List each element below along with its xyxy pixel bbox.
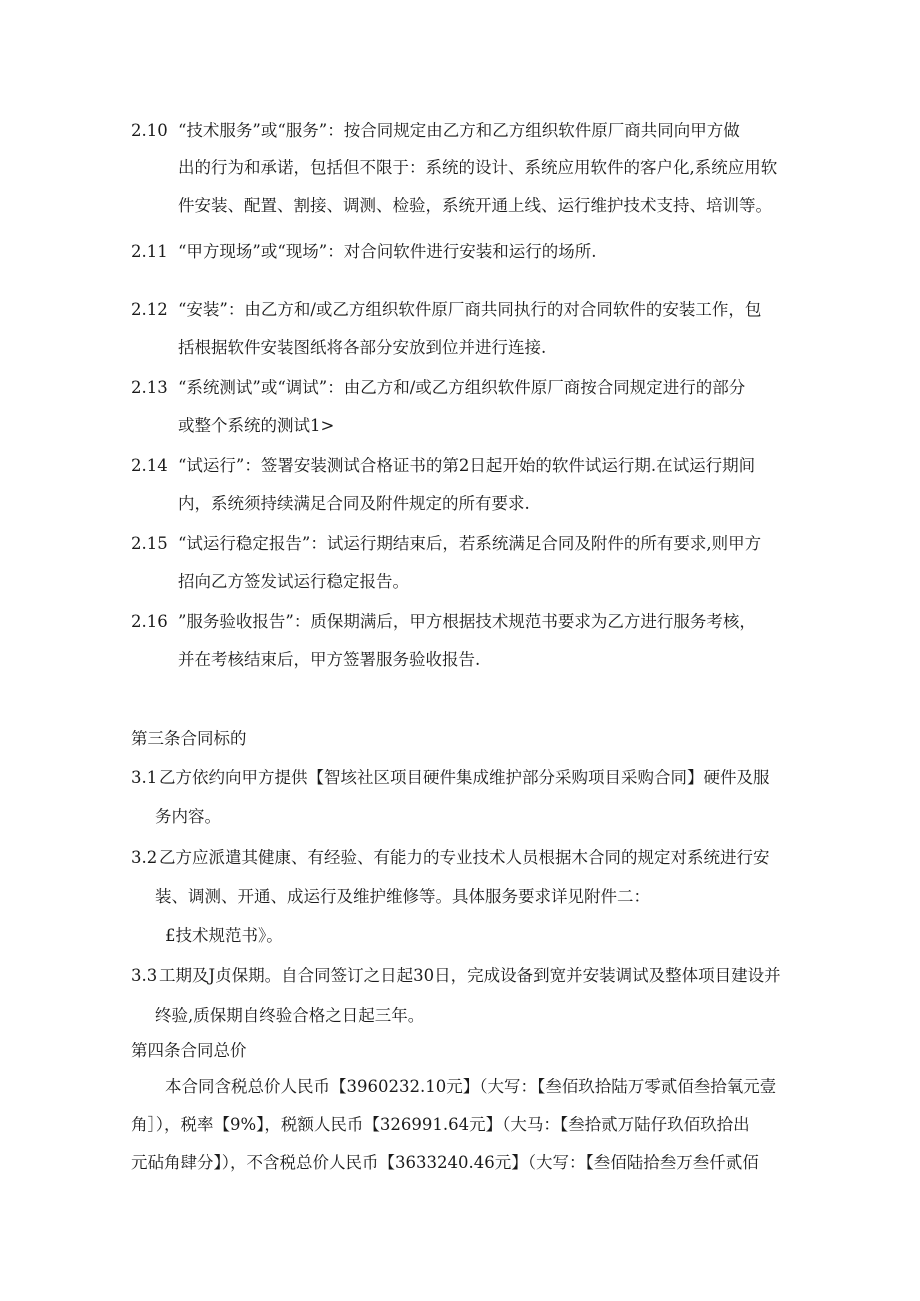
article-heading: 第三条合同标的 [131, 729, 247, 748]
clause-text-line: 或整个系统的测试1> [178, 416, 335, 435]
paragraph-line: 角］），税率【9%】，税额人民币【326991.64元】（大马：【叁拾贰万陆仔玖佰玖拾出 [131, 1115, 750, 1134]
clause-number: 2.10 [131, 121, 168, 140]
clause-number: 2.13 [131, 378, 168, 397]
clause-text-line: 务内容。 [155, 807, 221, 826]
clause-number: 3.2 [131, 848, 158, 867]
paragraph-line: 元砧角肆分】），不含税总价人民币【3633240.46元】（大写：【叁佰陆拾叁万叁仟贰佰 [131, 1153, 759, 1172]
clause-text-line: 工期及J贞保期。自合同签订之日起30日，完成设备到宽并安装调试及整体项目建设并 [159, 966, 781, 985]
clause-text-line: 招向乙方签发试运行稳定报告。 [178, 572, 409, 591]
clause-text-line: 内，系统须持续满足合同及附件规定的所有要求. [178, 494, 530, 513]
clause-number: 2.12 [131, 300, 168, 319]
clause-text-line: 件安装、配置、割接、调测、检验，系统开通上线、运行维护技术支持、培训等。 [178, 196, 772, 215]
clause-text-line: 终验,质保期自终验合格之日起三年。 [155, 1006, 425, 1025]
paragraph-line: 本合同含税总价人民币【3960232.10元】（大写：【叁佰玖拾陆万零贰佰叁拾氧元壹 [165, 1077, 777, 1096]
article-heading: 第四条合同总价 [131, 1041, 247, 1060]
clause-text-line: 乙方应派遣其健康、有经验、有能力的专业技术人员根据木合同的规定对系统进行安 [159, 848, 770, 867]
clause-number: 2.11 [131, 242, 168, 261]
clause-text-line: “甲方现场”或“现场”：对合问软件进行安装和运行的场所. [178, 242, 597, 261]
clause-text-line: 并在考核结束后，甲方签署服务验收报告. [178, 650, 481, 669]
clause-number: 3.3 [131, 966, 158, 985]
clause-number: 2.16 [131, 612, 168, 631]
clause-text-line: £技术规范书》。 [165, 926, 283, 945]
clause-text-line: ”服务验收报告”：质保期满后，甲方根据技术规范书要求为乙方进行服务考核， [178, 612, 756, 631]
clause-text-line: 括根据软件安装图纸将各部分安放到位并进行连接. [178, 338, 547, 357]
clause-text-line: “技术服务”或“服务”：按合同规定由乙方和乙方组织软件原厂商共同向甲方做 [178, 121, 740, 140]
clause-text-line: “系统测试”或“调试”：由乙方和/或乙方组织软件原厂商按合同规定进行的部分 [178, 378, 746, 397]
clause-number: 2.15 [131, 534, 168, 553]
clause-text-line: 乙方依约向甲方提供【智垓社区项目硬件集成维护部分采购项目采购合同】硬件及服 [159, 768, 770, 787]
clause-text-line: “试运行”：签署安装测试合格证书的第2日起开始的软件试运行期.在试运行期间 [178, 456, 756, 475]
clause-text-line: 装、调测、开通、成运行及维护维修等。具体服务要求详见附件二： [155, 887, 650, 906]
clause-text-line: 出的行为和承诺，包括但不限于：系统的设计、系统应用软件的客户化,系统应用软 [178, 158, 778, 177]
clause-number: 2.14 [131, 456, 168, 475]
clause-text-line: “安装”：由乙方和/或乙方组织软件原厂商共同执行的对合同软件的安装工作，包 [178, 300, 762, 319]
clause-text-line: “试运行稳定报告”：试运行期结束后，若系统满足合同及附件的所有要求,则甲方 [178, 534, 762, 553]
clause-number: 3.1 [131, 768, 158, 787]
